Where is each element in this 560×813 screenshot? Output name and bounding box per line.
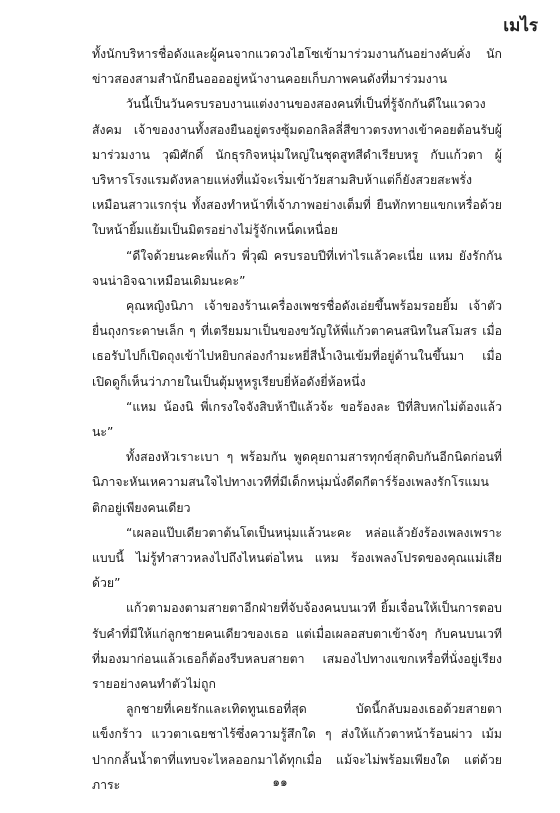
page-body — [92, 42, 502, 798]
paragraph: ลูกชายที่เคยรักและเทิดทูนเธอที่สุด บัดนี้กลับมองเธอด้วยสายตาแข็งกร้าว แววตาเฉยชาไร้ซึ่งความรู้สึกใด ๆ ส่งให้แก้วตาหน้าร้อนผ่าว เม้มปากกลั้นน้ำตาที่แทบจะไหลออกมาได้ทุกเมื่อ แม้จะไม่พร้อมเพียงใด แต่ด้วยภาระ — [92, 702, 502, 792]
running-header: เมไร — [503, 16, 538, 36]
paragraph: “ดีใจด้วยนะคะพี่แก้ว พี่วุฒิ ครบรอบปีที่เท่าไรแล้วคะเนี่ย แหม ยังรักกันจนน่าอิจฉาเหมือนเดิมนะคะ” — [92, 248, 502, 288]
paragraph: คุณหญิงนิภา เจ้าของร้านเครื่องเพชรชื่อดังเอ่ยขึ้นพร้อมรอยยิ้ม เจ้าตัวยื่นถุงกระดาษเล็ก ๆ ที่เตรียมมาเป็นของขวัญให้พี่แก้วตาคนสนิทในสโมสร เมื่อเธอรับไปก็เปิดถุงเข้าไปหยิบกล่องกำมะหยี่สีน้ำเงินเข้มที่อยู่ด้านในขึ้นมา เมื่อเปิดดูก็เห็นว่าภายในเป็นตุ้มหูหรูเรียบยี่ห้อดังยี่ห้อหนึ่ง — [92, 299, 502, 389]
paragraph: ทั้งสองหัวเราะเบา ๆ พร้อมกัน พูดคุยถามสารทุกข์สุกดิบกันอีกนิดก่อนที่นิภาจะหันเหความสนใจไปทางเวทีที่มีเด็กหนุ่มนั่งดีดกีตาร์ร้องเพลงรักโรแมนติกอยู่เพียงคนเดียว — [92, 450, 502, 515]
paragraph: “เผลอแป๊บเดียวตาต้นโตเป็นหนุ่มแล้วนะคะ หล่อแล้วยังร้องเพลงเพราะแบบนี้ ไม่รู้ทำสาวหลงไปถึงไหนต่อไหน แหม ร้องเพลงโปรดของคุณแม่เสียด้วย” — [92, 525, 502, 591]
paragraph: ทั้งนักบริหารชื่อดังและผู้คนจากแวดวงไฮโซเข้ามาร่วมงานกันอย่างคับคั่ง นักข่าวสองสามสำนักยืนออออยู่หน้างานคอยเก็บภาพคนดังที่มาร่วมงาน — [92, 47, 502, 87]
paragraph: วันนี้เป็นวันครบรอบงานแต่งงานของสองคนที่เป็นที่รู้จักกันดีในแวดวงสังคม เจ้าของงานทั้งสองยืนอยู่ตรงซุ้มดอกลิลลี่สีขาวตรงทางเข้าคอยต้อนรับผู้มาร่วมงาน วุฒิศักดิ์ นักธุรกิจหนุ่มใหญ่ในชุดสูทสีดำเรียบหรู กับแก้วตา ผู้บริหารโรงแรมดังหลายแห่งที่แม้จะเริ่มเข้าวัยสามสิบห้าแต่ก็ยังสวยสะพรั่งเหมือนสาวแรกรุ่น ทั้งสองทำหน้าที่เจ้าภาพอย่างเต็มที่ ยืนทักทายแขกเหรื่อด้วยใบหน้ายิ้มแย้มเป็นมิตรอย่างไม่รู้จักเหน็ดเหนื่อย — [92, 97, 502, 238]
page-number: ๑๑ — [272, 775, 288, 789]
paragraph: แก้วตามองตามสายตาอีกฝ่ายที่จับจ้องคนบนเวที ยิ้มเจื่อนให้เป็นการตอบรับคำที่มีให้แก่ลูกชายคนเดียวของเธอ แต่เมื่อเผลอสบตาเข้าจังๆ กับคนบนเวทีที่มองมาก่อนแล้วเธอก็ต้องรีบหลบสายตา เสมองไปทางแขกเหรื่อที่นั่งอยู่เรียงรายอย่างคนทำตัวไม่ถูก — [92, 601, 502, 692]
paragraph: “แหม น้องนิ พี่เกรงใจจังสิบห้าปีแล้วจ้ะ ขอร้องละ ปีที่สิบหกไม่ต้องแล้วนะ” — [92, 399, 502, 440]
